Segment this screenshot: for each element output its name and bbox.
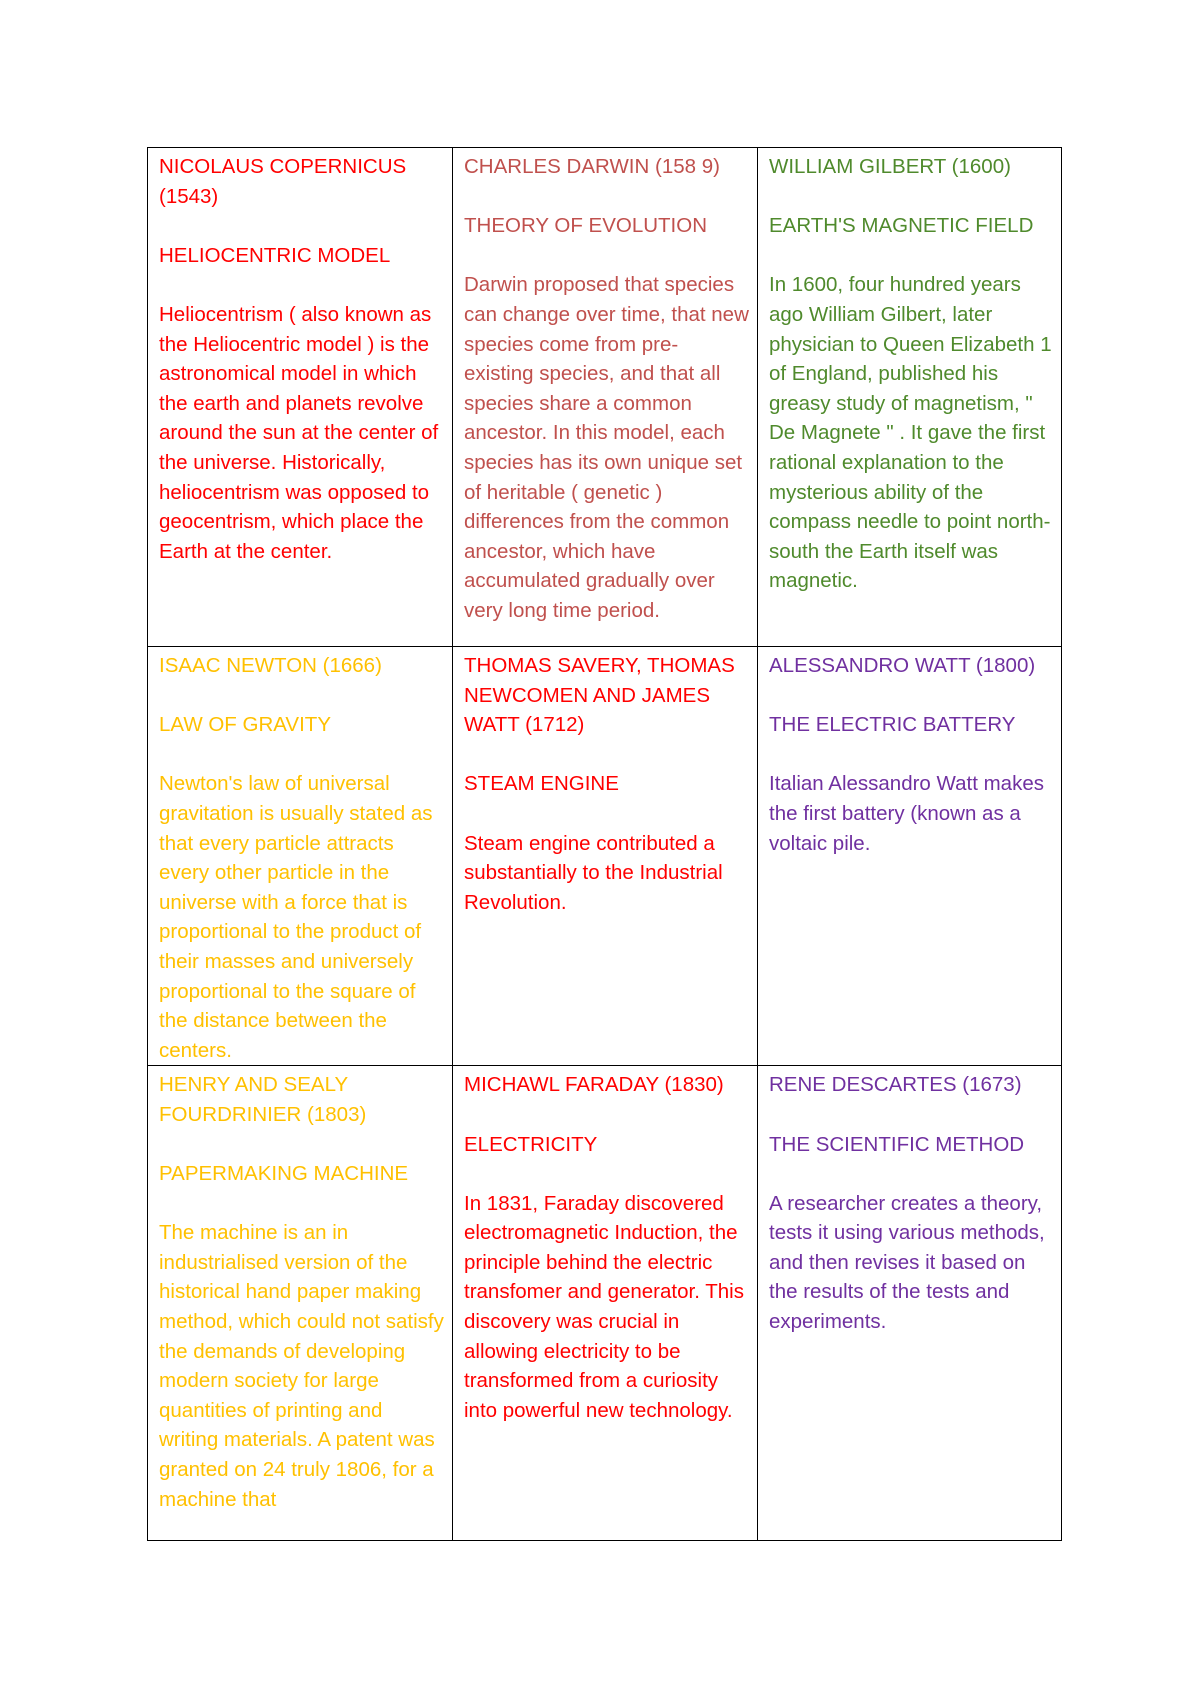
- discovery-title: THE SCIENTIFIC METHOD: [769, 1132, 1025, 1156]
- discovery-description: In 1600, four hundred years ago William Gilbert, later physician to Queen Elizabeth 1 of England, published his greasy study of magnetism, " De Magnete " . It gave the first rational explanation to the mysterious ability of the compass needle to point north-south the Earth itself was magnetic.: [769, 273, 1052, 593]
- discovery-description: In 1831, Faraday discovered electromagnetic Induction, the principle behind the electric transfomer and generator. This discovery was crucial in allowing electricity to be transformed from a curiosity into powerful new technology.: [464, 1191, 744, 1422]
- discovery-title: PAPERMAKING MACHINE: [159, 1162, 409, 1186]
- discovery-title: LAW OF GRAVITY: [159, 713, 331, 737]
- table-cell: [148, 647, 453, 1066]
- table-cell: [758, 647, 1062, 1066]
- scientists-table: [147, 147, 1062, 1541]
- discovery-description: Steam engine contributed a substantially to the Industrial Revolution.: [464, 831, 723, 914]
- scientist-name-year: ALESSANDRO WATT (1800): [769, 654, 1036, 677]
- table-cell: [453, 148, 758, 647]
- scientist-name-year: NICOLAUS COPERNICUS (1543): [159, 155, 407, 208]
- table-cell: [758, 1066, 1062, 1541]
- discovery-title: HELIOCENTRIC MODEL: [159, 243, 391, 267]
- table-row: [148, 148, 1062, 647]
- discovery-title: ELECTRICITY: [464, 1132, 598, 1156]
- discovery-title: STEAM ENGINE: [464, 772, 619, 796]
- discovery-title: EARTH'S MAGNETIC FIELD: [769, 214, 1034, 238]
- table-cell: [148, 148, 453, 647]
- discovery-title: THE ELECTRIC BATTERY: [769, 713, 1016, 737]
- table-cell: [758, 148, 1062, 647]
- discovery-title: THEORY OF EVOLUTION: [464, 214, 708, 238]
- table-row: [148, 647, 1062, 1066]
- scientist-name-year: MICHAWL FARADAY (1830): [464, 1073, 724, 1097]
- discovery-description: Newton's law of universal gravitation is usually stated as that every particle attracts every other particle in the universe with a force that is proportional to the product of their masses and universely proportional to the square of the distance between the centers.: [159, 772, 433, 1062]
- scientist-name-year: HENRY AND SEALY FOURDRINIER (1803): [159, 1073, 367, 1126]
- scientist-name-year: RENE DESCARTES (1673): [769, 1073, 1022, 1097]
- scientist-name-year: WILLIAM GILBERT (1600): [769, 155, 1011, 178]
- discovery-description: Italian Alessandro Watt makes the first battery (known as a voltaic pile.: [769, 772, 1044, 855]
- table-row: [148, 1066, 1062, 1541]
- scientist-name-year: THOMAS SAVERY, THOMAS NEWCOMEN AND JAMES WATT (1712): [464, 654, 735, 737]
- table-cell: [148, 1066, 453, 1541]
- table-cell: [453, 1066, 758, 1541]
- scientist-name-year: CHARLES DARWIN (158 9): [464, 155, 720, 178]
- discovery-description: Heliocentrism ( also known as the Heliocentric model ) is the astronomical model in which the earth and planets revolve around the sun at the center of the universe. Historically, heliocentrism was opposed to geocentrism, which place the Earth at the center.: [159, 302, 439, 563]
- scientist-name-year: ISAAC NEWTON (1666): [159, 654, 382, 677]
- discovery-description: Darwin proposed that species can change over time, that new species come from pre- existing species, and that all species share a common ancestor. In this model, each species has its own unique set of heritable ( genetic ) differences from the common ancestor, which have accumulated gradually over very long time period.: [464, 273, 749, 622]
- discovery-description: A researcher creates a theory, tests it using various methods, and then revises it based on the results of the tests and experiments.: [769, 1191, 1045, 1334]
- discovery-description: The machine is an in industrialised version of the historical hand paper making method, which could not satisfy the demands of developing modern society for large quantities of printing and writing materials. A patent was granted on 24 truly 1806, for a machine that: [159, 1221, 444, 1511]
- table-cell: [453, 647, 758, 1066]
